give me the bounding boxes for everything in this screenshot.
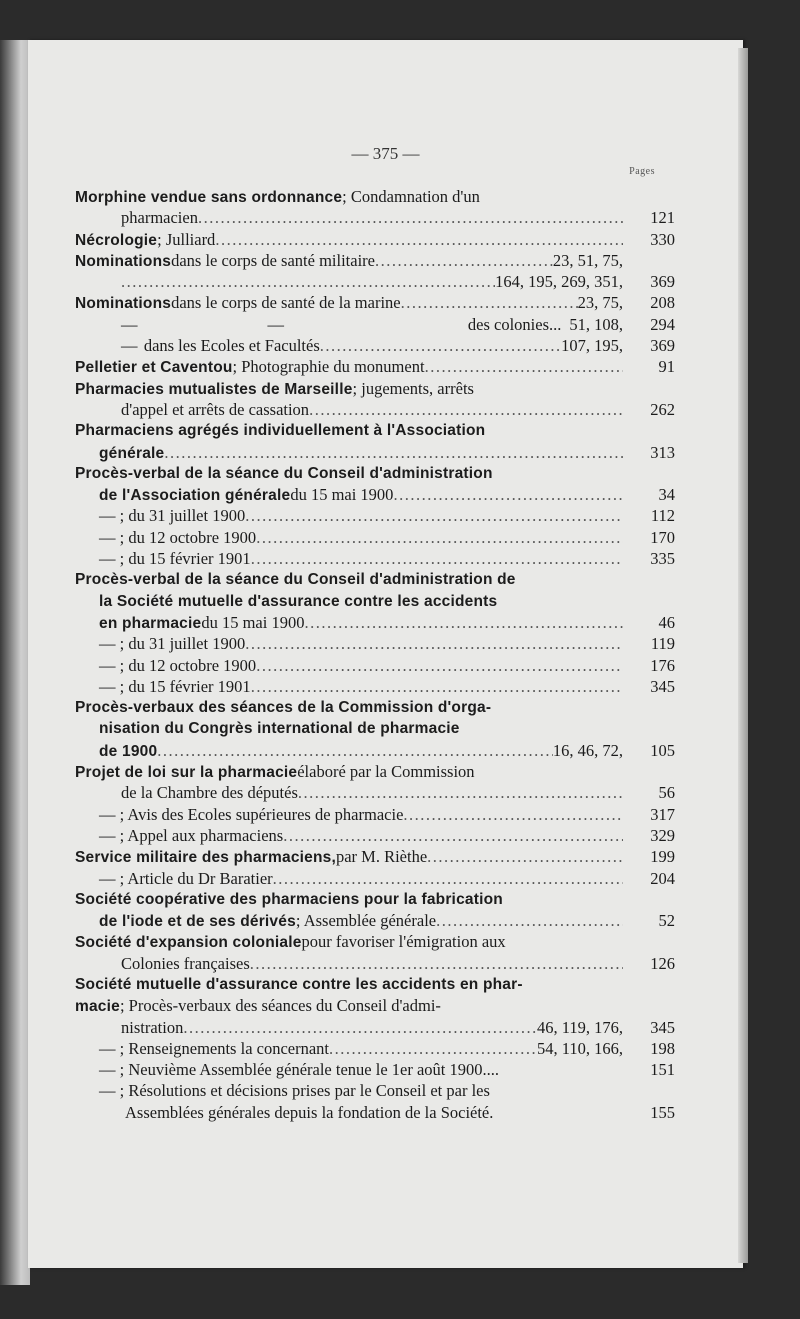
dot-leader	[157, 740, 553, 761]
index-entry-line	[75, 378, 675, 399]
index-entry-line	[75, 868, 675, 889]
index-entry-line	[75, 591, 675, 612]
page-list: 107, 195,	[561, 336, 623, 356]
index-entry-line	[75, 697, 675, 718]
page-reference: 91	[658, 357, 675, 377]
entry-heading: de 1900	[99, 742, 158, 760]
index-entry-line	[75, 484, 675, 505]
entry-heading: Projet de loi sur la pharmacie	[75, 764, 298, 782]
page-reference: 199	[650, 847, 675, 867]
index-entry-line	[75, 527, 675, 548]
dot-leader	[427, 846, 623, 867]
entry-text: — ; Avis des Ecoles supérieures de pharmacie	[99, 804, 404, 824]
page-reference: 208	[650, 293, 675, 313]
entry-heading: générale	[99, 444, 165, 462]
book-page	[28, 40, 743, 1268]
index-entry-line	[75, 548, 675, 569]
page-reference: 204	[650, 868, 675, 888]
index-entry-line	[75, 207, 675, 228]
entry-text: du 15 mai 1900	[201, 612, 305, 632]
entry-text: des colonies...	[467, 314, 562, 334]
entry-heading: Société mutuelle d'assurance contre les accidents en phar-	[75, 975, 523, 993]
entry-heading: de l'Association générale	[99, 487, 291, 505]
page-reference: 369	[650, 272, 675, 292]
page-reference: 170	[650, 527, 675, 547]
index-entry-line	[75, 420, 675, 441]
index-entry-line	[75, 1102, 675, 1123]
entry-text: par M. Rièthe	[335, 847, 428, 867]
index-entry-line	[75, 846, 675, 867]
entry-text: ; Photographie du monument	[232, 357, 425, 377]
index-entry-line	[75, 356, 675, 377]
page-reference: 112	[650, 506, 675, 526]
dot-leader	[256, 655, 623, 676]
page-reference: 329	[650, 825, 675, 845]
book-spine	[0, 40, 30, 1285]
index-entry-line	[75, 250, 675, 271]
entry-heading: en pharmacie	[99, 614, 202, 632]
dot-leader	[309, 399, 623, 420]
index-entry-line	[75, 1038, 675, 1059]
dot-leader	[436, 910, 623, 931]
page-number-header: — 375 —	[351, 144, 420, 163]
entry-text: — ; du 15 février 1901	[99, 549, 251, 569]
entry-heading: Société coopérative des pharmaciens pour la fabrication	[75, 890, 503, 908]
entry-heading: Nominations	[75, 295, 172, 313]
index-entry-line	[75, 463, 675, 484]
entry-heading: Procès-verbaux des séances de la Commission d'orga-	[75, 699, 492, 717]
page-list: 51, 108,	[569, 314, 623, 334]
entry-text: Colonies françaises	[121, 953, 250, 973]
index-entry-line	[75, 761, 675, 782]
index-entry-line	[75, 740, 675, 761]
page-reference: 317	[650, 804, 675, 824]
index-entries	[75, 186, 675, 1123]
entry-heading: Pelletier et Caventou	[75, 359, 233, 377]
index-entry-line	[75, 953, 675, 974]
entry-text: nistration	[121, 1017, 184, 1037]
page-reference: 155	[650, 1102, 675, 1122]
entry-text: élaboré par la Commission	[297, 762, 475, 782]
page-reference: 46	[658, 612, 675, 632]
dot-leader	[164, 442, 623, 463]
page-reference: 345	[650, 676, 675, 696]
index-entry-line	[75, 825, 675, 846]
index-entry-line	[75, 655, 675, 676]
ditto-dash: —	[267, 314, 284, 334]
index-entry-line	[75, 186, 675, 207]
dot-leader	[245, 633, 623, 654]
entry-text: d'appel et arrêts de cassation	[121, 399, 310, 419]
entry-text: ; jugements, arrêts	[352, 378, 474, 398]
page-reference: 262	[650, 399, 675, 419]
entry-text: dans le corps de santé de la marine	[171, 293, 401, 313]
page-reference: 369	[650, 336, 675, 356]
dot-leader	[215, 229, 623, 250]
dot-leader	[393, 484, 623, 505]
index-entry-line	[75, 995, 675, 1016]
dot-leader	[304, 612, 623, 633]
index-entry-line	[75, 505, 675, 526]
page-reference: 52	[658, 911, 675, 931]
page-reference: 198	[650, 1038, 675, 1058]
page-reference: 151	[650, 1060, 675, 1080]
page-reference: 176	[650, 655, 675, 675]
page-list: 23, 75,	[577, 293, 623, 313]
index-entry-line	[75, 931, 675, 952]
page-edge	[738, 48, 748, 1263]
entry-text: — ; du 31 juillet 1900	[99, 634, 246, 654]
dot-leader	[298, 782, 623, 803]
dot-leader	[329, 1038, 537, 1059]
entry-text: — ; Article du Dr Baratier	[99, 868, 273, 888]
index-entry-line	[75, 676, 675, 697]
entry-text: — ; Résolutions et décisions prises par le Conseil et par les	[99, 1081, 490, 1101]
page-reference: 313	[650, 442, 675, 462]
dot-leader	[251, 548, 623, 569]
index-entry-line	[75, 1017, 675, 1038]
page-reference: 330	[650, 229, 675, 249]
index-entry-line	[75, 335, 675, 356]
entry-heading: la Société mutuelle d'assurance contre les accidents	[99, 592, 498, 610]
dot-leader	[375, 250, 553, 271]
entry-heading: Nominations	[75, 252, 172, 270]
entry-text: pour favoriser l'émigration aux	[301, 932, 506, 952]
ditto-dash: —	[121, 314, 138, 334]
index-entry-line	[75, 399, 675, 420]
page-list: 23, 51, 75,	[552, 250, 623, 270]
entry-text: Assemblées générales depuis la fondation de la Société.	[125, 1102, 494, 1122]
index-entry-line	[75, 1080, 675, 1101]
page-reference: 119	[650, 634, 675, 654]
page-reference: 335	[650, 549, 675, 569]
entry-text: — ; Renseignements la concernant	[99, 1038, 330, 1058]
entry-heading: nisation du Congrès international de pharmacie	[99, 720, 460, 738]
dot-leader	[273, 868, 623, 889]
entry-text: — ; du 12 octobre 1900	[99, 655, 257, 675]
entry-text: ; Assemblée générale	[295, 911, 437, 931]
page-list: 46, 119, 176,	[536, 1017, 623, 1037]
pages-column-label: Pages	[629, 166, 655, 177]
entry-heading: Pharmacies mutualistes de Marseille	[75, 380, 353, 398]
index-entry-line	[75, 229, 675, 250]
page-list: 16, 46, 72,	[552, 740, 623, 760]
entry-heading: Procès-verbal de la séance du Conseil d'administration	[75, 464, 493, 482]
entry-heading: de l'iode et de ses dérivés	[99, 913, 296, 931]
dot-leader	[198, 207, 623, 228]
entry-text: pharmacien	[121, 208, 198, 228]
entry-text: — ; Appel aux pharmaciens	[99, 825, 284, 845]
page-list: 164, 195, 269, 351,	[495, 272, 623, 292]
dot-leader	[256, 527, 623, 548]
index-entry-line	[75, 910, 675, 931]
page-reference: 126	[650, 953, 675, 973]
index-entry-line	[75, 1059, 675, 1080]
entry-heading: macie	[75, 998, 120, 1016]
index-entry-line	[75, 292, 675, 313]
dot-leader	[121, 271, 495, 292]
entry-heading: Nécrologie	[75, 231, 158, 249]
index-entry-line	[75, 974, 675, 995]
index-entry-line	[75, 633, 675, 654]
dot-leader	[283, 825, 623, 846]
entry-heading: Société d'expansion coloniale	[75, 934, 302, 952]
dot-leader	[401, 292, 578, 313]
entry-text: — ; du 12 octobre 1900	[99, 527, 257, 547]
index-entry-line	[75, 612, 675, 633]
entry-heading: Pharmaciens agrégés individuellement à l'Association	[75, 422, 486, 440]
index-entry-line	[75, 782, 675, 803]
dot-leader	[403, 804, 623, 825]
index-entry-line	[75, 314, 675, 335]
dot-leader	[183, 1017, 537, 1038]
page-reference: 294	[650, 314, 675, 334]
entry-text: dans le corps de santé militaire	[171, 250, 375, 270]
dot-leader	[250, 953, 623, 974]
page-reference: 345	[650, 1017, 675, 1037]
dot-leader	[425, 356, 623, 377]
entry-text: de la Chambre des députés	[121, 783, 298, 803]
index-entry-line	[75, 569, 675, 590]
index-entry-line	[75, 442, 675, 463]
entry-heading: Morphine vendue sans ordonnance	[75, 189, 343, 206]
entry-heading: Procès-verbal de la séance du Conseil d'administration de	[75, 571, 516, 589]
entry-text: du 15 mai 1900	[290, 485, 394, 505]
index-entry-line	[75, 271, 675, 292]
entry-text: ; Julliard	[157, 229, 216, 249]
entry-text: — ; du 15 février 1901	[99, 676, 251, 696]
index-entry-line	[75, 718, 675, 739]
entry-heading: Service militaire des pharmaciens,	[75, 849, 336, 867]
entry-text: dans les Ecoles et Facultés	[143, 336, 320, 356]
dot-leader	[245, 505, 623, 526]
dot-leader	[251, 676, 623, 697]
page-reference: 34	[658, 485, 675, 505]
page-list: 54, 110, 166,	[536, 1038, 623, 1058]
entry-text: — ; Neuvième Assemblée générale tenue le 1er août 1900....	[99, 1060, 499, 1080]
entry-text: — ; du 31 juillet 1900	[99, 506, 246, 526]
entry-text: ; Procès-verbaux des séances du Conseil d'admi-	[119, 996, 441, 1016]
dot-leader	[320, 335, 561, 356]
page-reference: 105	[650, 740, 675, 760]
page-reference: 56	[658, 783, 675, 803]
entry-text: ; Condamnation d'un	[342, 187, 480, 206]
page-reference: 121	[650, 208, 675, 228]
index-entry-line	[75, 889, 675, 910]
index-entry-line	[75, 804, 675, 825]
ditto-dash: —	[121, 336, 138, 356]
